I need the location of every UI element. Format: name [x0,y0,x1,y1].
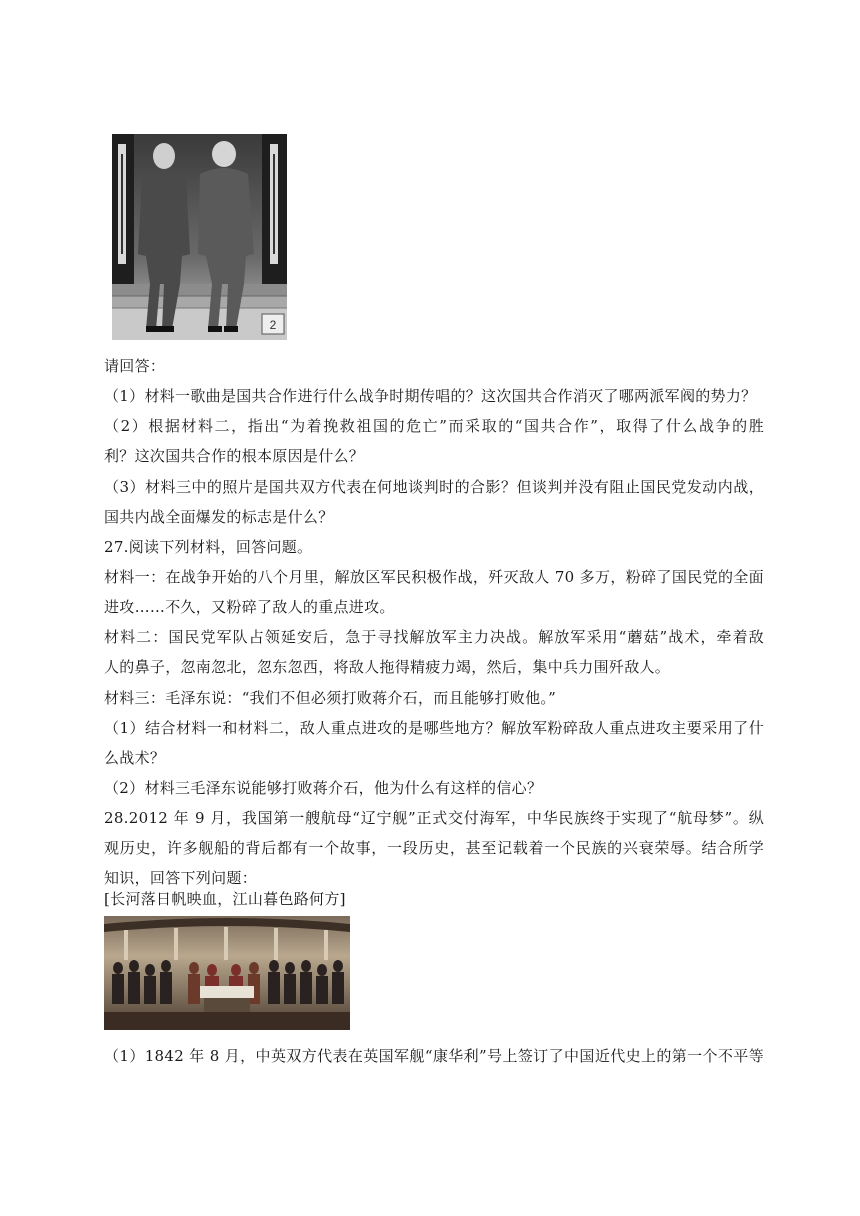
treaty-painting [104,916,350,1030]
text-line: 材料一：在战争开始的八个月里，解放区军民积极作战，歼灭敌人 70 多万，粉碎了国民党的全面 [104,568,764,586]
text-line: 材料二：国民党军队占领延安后，急于寻找解放军主力决战。解放军采用“蘑菇”战术，牵着敌 [104,628,764,646]
photo-stamp-mark: 2 [269,318,277,332]
text-line: 人的鼻子，忽南忽北，忽东忽西，将敌人拖得精疲力竭，然后，集中兵力围歼敌人。 [104,658,671,676]
text-line: 请回答： [104,357,166,375]
question-heading: 27.阅读下列材料，回答问题。 [104,538,313,556]
text-line: 么战术？ [104,749,166,767]
section-subtitle: [长河落日帆映血，江山暮色路何方] [104,890,346,908]
text-line: （3）材料三中的照片是国共双方代表在何地谈判时的合影？但谈判并没有阻止国民党发动内战， [104,478,764,496]
text-line: （1）材料一歌曲是国共合作进行什么战争时期传唱的？这次国共合作消灭了哪两派军阀的势力？ [104,387,757,405]
text-line: 观历史，许多舰船的背后都有一个故事，一段历史，甚至记载着一个民族的兴衰荣辱。结合所学 [104,839,764,857]
text-line: （1）1842 年 8 月，中英双方代表在英国军舰“康华利”号上签订了中国近代史上的第一个不平等 [104,1047,764,1065]
text-line: 进攻……不久，又粉碎了敌人的重点进攻。 [104,598,395,616]
text-line: （2）材料三毛泽东说能够打败蒋介石，他为什么有这样的信心？ [104,779,543,797]
text-line: 材料三：毛泽东说：“我们不但必须打败蒋介石，而且能够打败他。” [104,689,557,707]
text-line: 国共内战全面爆发的标志是什么？ [104,508,334,526]
text-line: 知识，回答下列问题： [104,869,258,887]
text-line: （2）根据材料二，指出“为着挽救祖国的危亡”而采取的“国共合作”，取得了什么战争的胜 [104,417,764,435]
text-line: 利？这次国共合作的根本原因是什么？ [104,447,365,465]
question-heading: 28.2012 年 9 月，我国第一艘航母“辽宁舰”正式交付海军，中华民族终于实现了“航母梦”。纵 [104,809,764,827]
text-line: （1）结合材料一和材料二，敌人重点进攻的是哪些地方？解放军粉碎敌人重点进攻主要采用了什 [104,719,764,737]
historical-photo [112,134,287,340]
